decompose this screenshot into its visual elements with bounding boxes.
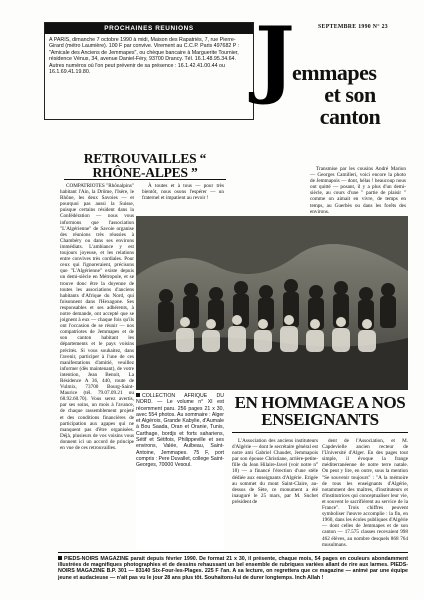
hommage-rule	[232, 432, 408, 433]
meetings-box	[44, 22, 254, 120]
issue-date: SEPTEMBRE 1990 N° 23	[318, 24, 388, 30]
photo-caption-text: Transmise par les cousins André Marion — Georges Camilleri, voici encore la photo de Jemmapois — dont, hélas ! beaucoup nous ont quitté — posant, il y a plus d'un demi-siècle, au cours d'une " partie de plaisir " comme on aimait en vivre, de temps en temps, au Guerbès ou dans les forêts des environs.	[310, 166, 406, 215]
bullet-square-icon	[58, 556, 62, 560]
collection-text: COLLECTION AFRIQUE DU NORD. — Le volume n° XI est récemment paru. 256 pages 21 x 30, avec 554 photos. Au sommaire : Alger et Algérois, Grande Kabylie, d'Aumale à Bou Saada, Oran et Oranie, Tunis, Carthage, bordjs et forts sahariens, Sétif et Sétifois, Philippeville et ses environs, Valée, Aulbeau, Saint-Antoine, Jemmapes. 75 F, port compris : Pere Duvallet, college Saint-Georges, 70000 Vesoul.	[136, 393, 224, 469]
collection-afrique-box	[136, 393, 224, 549]
meetings-text: A PARIS, dimanche 7 octobre 1990 à midi, Maison des Rapatriés, 7, rue Pierre-Girard (métro Laumière). 100 F par convive. Virement au C.C.P. Paris 497682 P : "Amicale des Anciens de Jemmapes", ou chèque bancaire à Marguerite Tournier, résidence Vénus, 34, avenue Daniel-Féry, 93700 Drancy. Tél. 16.1.48.95.34.64. Autres numéros où l'on peut prévenir de sa présence : 16.1.42.41.00.44 ou 16.1.69.41.19.80.	[49, 37, 240, 76]
masthead-line-2: et son canton	[319, 82, 381, 129]
photo-caption	[310, 166, 406, 215]
hommage-headline: EN HOMMAGE A NOS ENSEIGNANTS	[234, 393, 406, 429]
bullet-square-icon	[136, 393, 140, 397]
group-photograph	[136, 216, 408, 390]
pieds-noirs-magazine-box	[58, 552, 408, 592]
retrouvailles-headline: RETROUVAILLES “ RHÔNE-ALPES ”	[83, 151, 207, 180]
masthead-letter-j: J	[255, 8, 295, 107]
hommage-column-2	[322, 438, 408, 548]
retrouvailles-text-2: À toutes et à tous — pour très bientôt, nous osons l'espérer — un fraternel et impatient au revoir !	[142, 183, 224, 202]
masthead-line-1: emmapes	[292, 60, 377, 85]
retrouvailles-text-1: COMPATRIOTES "Rhônalpins" habitant l'Ain, la Drôme, l'Isère, le Rhône, les deux Savoies — et pourquoi pas aussi la Suisse, puisque certains résident dans la Confédération — nous vous informons que l'association "L'Algérienne" de Savoie organise des réunions très réussies à Chambéry ou dans ses environs immédiats. L'ambiance y est toujours joyeuse, et les relations entre convives très cordiales. Pour ceux qui l'ignoreraient, précisons que "L'Algérienne" existe depuis un demi-siècle en Métropole, et se trouve donc être la doyenne de toutes les associations d'anciens habitants d'Afrique du Nord, qui foisonnent dans l'Hexagone. Ses responsables et ses adhérents, à notre demande, ont accepté que se joignent à eux — chaque fois qu'ils ont l'occasion de se réunir — nos compatriotes de Jemmapes et de son canton habitant les départements et le pays voisins précités. Si vous souhaitez, dans l'avenir, participer à l'une de ces manifestations d'amitié, veuillez informer (dès maintenant), de votre intention, Jean Benoit, La Résidence A 36, 440, route de Vulmix, 73700 Bourg-Saint-Maurice (tél. 79.07.09.21 ou 68.92.60.70). Vous serez avertis, par ses soins, un mois à l'avance, de chaque rassemblement projeté et des conditions financières de participation aux agapes qui ne manquent pas d'être organisées. Déjà, plusieurs de vos voisins vous donnent ici un accord de principe en vue de ces retrouvailles.	[60, 183, 134, 452]
retrouvailles-column-2	[142, 183, 224, 201]
hommage-column-1	[232, 438, 318, 505]
meetings-heading: PROCHAINES REUNIONS	[45, 23, 253, 34]
retrouvailles-column-1	[60, 183, 134, 451]
hommage-text-2: dent de l'Association, et M. Capdevielle ancien recteur de l'Université d'Alger. En des pages tout simple, il évoque la frange méditerranéenne de notre terre natale. On peut y lire, en outre, sous la mention "Se souvenir toujours" : "A la mémoire de tous les enseignants d'Algérie, notamment des maîtres, d'instituteurs et d'institutrices qui conceptualiser leur vie, et souvent le sacrifièrent au service de la France". Trois chiffres peuvent symboliser l'œuvre accomplie : la fin, en 1960, dans les écoles publiques d'Algérie — dont celles de Jemmapes et de son canton — 17.575 classes recevaient 998 462 élèves, au nombre desquels 868 764 musulmans.	[322, 438, 408, 548]
pieds-noirs-text: PIEDS-NOIRS MAGAZINE parait depuis février 1990. De format 21 x 30, il présente, chaque mois, 54 pages en couleurs abondamment illustrées de magnifiques photographies et de dessins rehaussant un bel ensemble de rubriques variées allant de rire aux larmes. PIEDS-NOIRS MAGAZINE B.P. 301 — 83140 Six-Four-les-Plages. 225 F l'an. A sa lecture, on regrettera que ce magazine — animé par une équipe jeune et audacieuse — n'ait pas vu le jour 28 ans plus tôt. Souhaitons-lui de durer longtemps. Inch Allah !	[58, 556, 408, 581]
hommage-text-1: L'Association des anciens instituteurs d'Algérie — dont le secrétaire général est notre ami Gabriel Chaudet, Jemmapois par son épouse Christiane, arrière-petite-fille du Jean Hilaire-Javel (voir notre n° 18) — a financé l'érection d'une stèle dédiée aux enseignants d'Algérie. Erigée au sommet du mont Saint-Claire, au-dessus de Sète, ce monument a été inauguré le 25 mars, par M. Suchet président de	[232, 438, 318, 505]
group-photo-image	[136, 216, 408, 390]
headline-rule	[64, 179, 226, 180]
